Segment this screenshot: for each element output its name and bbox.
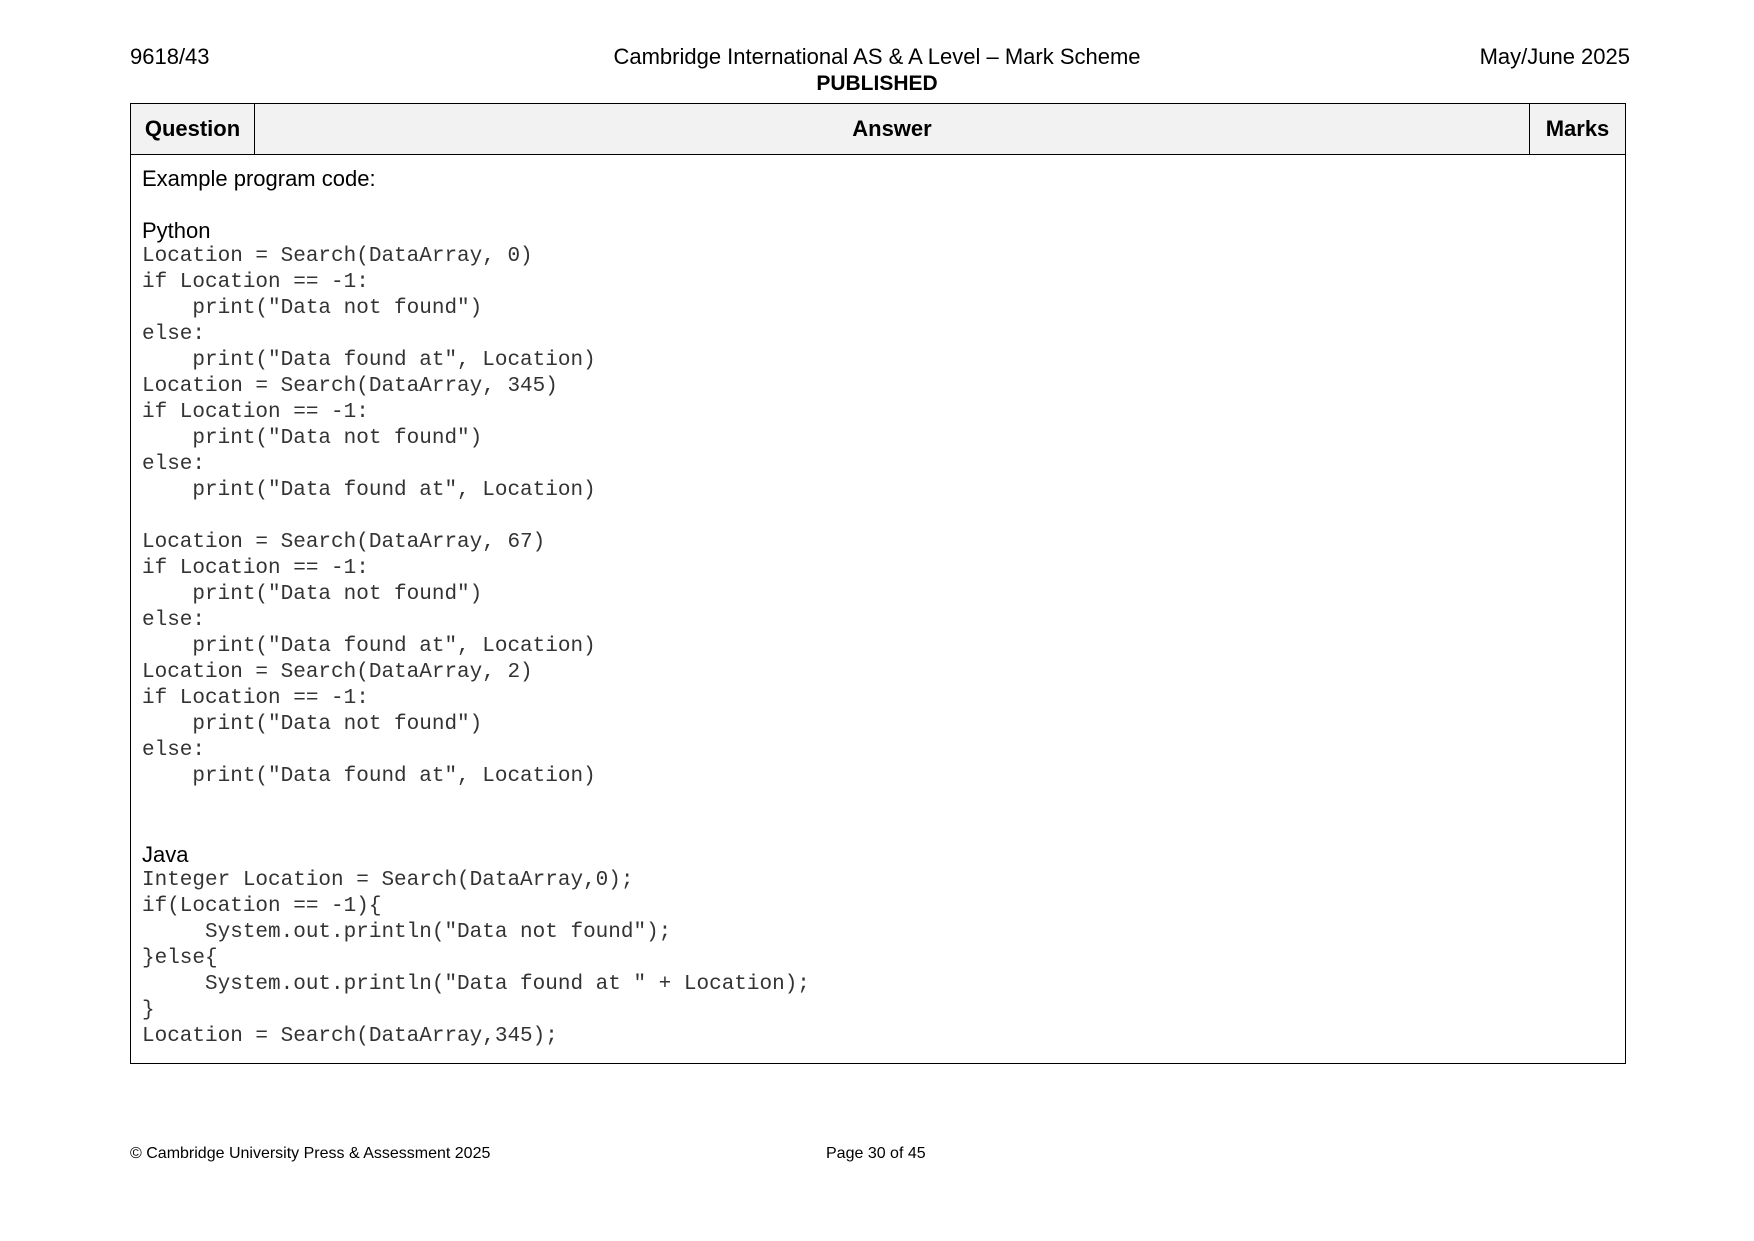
code-line: System.out.println("Data not found"); bbox=[142, 921, 672, 944]
exam-session: May/June 2025 bbox=[1479, 44, 1630, 69]
python-code-block-1 bbox=[142, 244, 1602, 504]
java-label: Java bbox=[142, 842, 189, 867]
java-code-block bbox=[142, 868, 1602, 1050]
code-line: System.out.println("Data found at " + Location); bbox=[142, 973, 810, 996]
code-line: print("Data found at", Location) bbox=[142, 635, 596, 658]
code-line: if Location == -1: bbox=[142, 557, 369, 580]
column-header-question: Question bbox=[131, 104, 255, 154]
document-title: Cambridge International AS & A Level – Mark Scheme bbox=[613, 44, 1141, 69]
code-line: print("Data not found") bbox=[142, 713, 483, 736]
code-line: Location = Search(DataArray, 2) bbox=[142, 661, 533, 684]
code-line: else: bbox=[142, 739, 206, 762]
code-line: Location = Search(DataArray, 345) bbox=[142, 375, 558, 398]
code-line: } bbox=[142, 999, 155, 1022]
code-line: print("Data not found") bbox=[142, 427, 483, 450]
copyright-notice: © Cambridge University Press & Assessment 2025 bbox=[130, 1145, 491, 1162]
code-line: print("Data found at", Location) bbox=[142, 479, 596, 502]
code-line: if(Location == -1){ bbox=[142, 895, 382, 918]
code-line: if Location == -1: bbox=[142, 401, 369, 424]
published-label: PUBLISHED bbox=[816, 72, 938, 95]
column-header-marks: Marks bbox=[1545, 116, 1610, 141]
code-line: else: bbox=[142, 609, 206, 632]
code-line: Location = Search(DataArray,345); bbox=[142, 1025, 558, 1048]
table-header-row bbox=[131, 104, 1625, 155]
code-line: Location = Search(DataArray, 0) bbox=[142, 245, 533, 268]
intro-text: Example program code: bbox=[142, 166, 376, 191]
code-line: if Location == -1: bbox=[142, 271, 369, 294]
python-code-block-2 bbox=[142, 530, 1602, 790]
page-number: Page 30 of 45 bbox=[826, 1145, 926, 1162]
code-line: }else{ bbox=[142, 947, 218, 970]
code-line: else: bbox=[142, 453, 206, 476]
python-label: Python bbox=[142, 218, 211, 243]
code-line: print("Data not found") bbox=[142, 297, 483, 320]
code-line: if Location == -1: bbox=[142, 687, 369, 710]
column-header-answer: Answer bbox=[255, 104, 1530, 154]
code-line: Integer Location = Search(DataArray,0); bbox=[142, 869, 634, 892]
mark-scheme-table bbox=[130, 103, 1626, 1064]
code-line: print("Data found at", Location) bbox=[142, 349, 596, 372]
code-line: print("Data found at", Location) bbox=[142, 765, 596, 788]
paper-code: 9618/43 bbox=[130, 44, 210, 69]
code-line: print("Data not found") bbox=[142, 583, 483, 606]
code-line: else: bbox=[142, 323, 206, 346]
answer-cell bbox=[142, 166, 1602, 1050]
code-line: Location = Search(DataArray, 67) bbox=[142, 531, 546, 554]
